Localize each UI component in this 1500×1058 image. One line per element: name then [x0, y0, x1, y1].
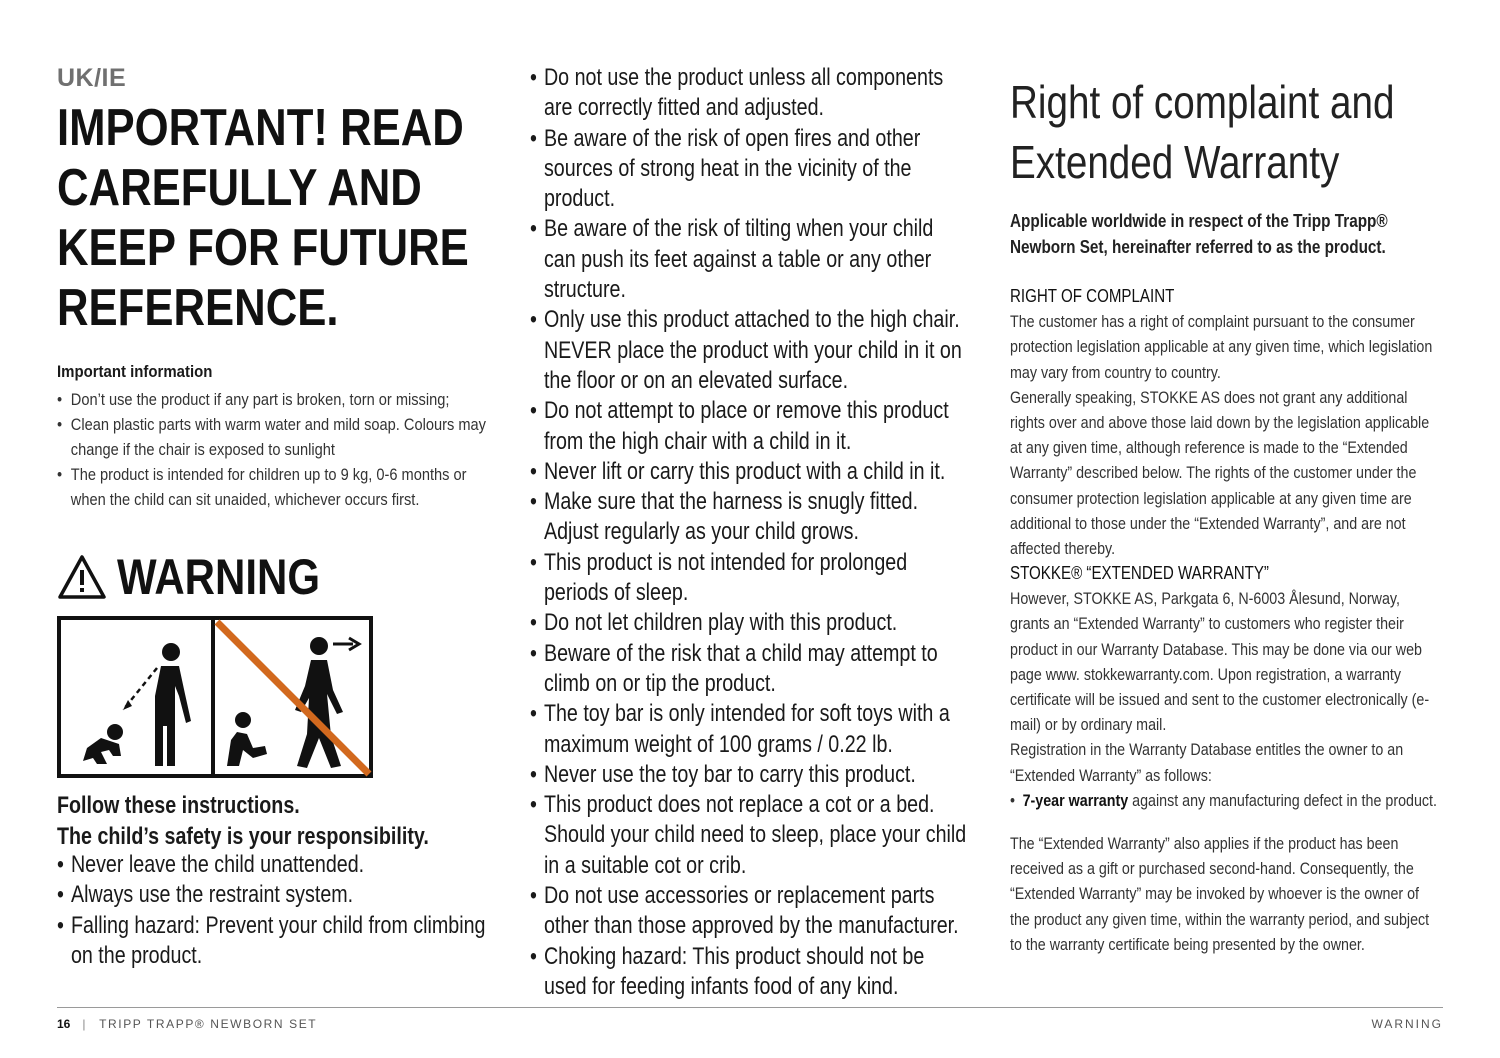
follow-instructions — [57, 790, 429, 852]
list-item: • Beware of the risk that a child may attempt to climb on or tip the product. — [530, 639, 969, 700]
follow-line: Follow these instructions. — [57, 792, 300, 819]
paragraph: The customer has a right of complaint pursuant to the consumer protection legislation applicable at any given time, which legislation may vary from country to country. — [1010, 312, 1433, 382]
info-list — [57, 387, 487, 512]
list-item: • Do not use the product unless all components are correctly fitted and adjusted. — [530, 63, 969, 124]
list-item: • The product is intended for children up to 9 kg, 0-6 months or when the child can sit unaided, whichever occurs first. — [57, 462, 487, 512]
country-code: UK/IE — [57, 64, 127, 92]
warranty-heading: STOKKE® “EXTENDED WARRANTY” — [1010, 563, 1269, 583]
footer-product: TRIPP TRAPP® NEWBORN SET — [99, 1017, 318, 1031]
warranty-term-rest: against any manufacturing defect in the product. — [1128, 790, 1437, 810]
warranty-term: 7-year warranty — [1022, 790, 1129, 810]
list-item — [1010, 788, 1443, 813]
title-line: REFERENCE. — [57, 279, 339, 337]
list-item: • Falling hazard: Prevent your child from climbing on the product. — [57, 911, 492, 972]
list-item: • Do not let children play with this product. — [530, 608, 969, 638]
warranty-intro: Applicable worldwide in respect of the Tripp Trapp® Newborn Set, hereinafter referred to as the product. — [1010, 211, 1388, 257]
list-item: • Make sure that the harness is snugly fitted. Adjust regularly as your child grows. — [530, 487, 969, 548]
title-line: KEEP FOR FUTURE — [57, 219, 469, 277]
list-item: • Never leave the child unattended. — [57, 850, 492, 880]
list-item: • Do not attempt to place or remove this product from the high chair with a child in it. — [530, 396, 969, 457]
list-item: • Don’t use the product if any part is broken, torn or missing; — [57, 387, 487, 412]
list-item: • Never use the toy bar to carry this product. — [530, 760, 969, 790]
important-title — [57, 98, 469, 338]
warranty-note — [1010, 831, 1443, 957]
warning-pictogram — [57, 616, 373, 778]
list-item: • Choking hazard: This product should not be used for feeding infants food of any kind. — [530, 942, 969, 1003]
title-line: CAREFULLY AND — [57, 159, 422, 217]
warning-list-left — [57, 850, 492, 971]
warranty-list — [1010, 788, 1443, 813]
warning-heading — [57, 550, 359, 604]
complaint-heading: RIGHT OF COMPLAINT — [1010, 286, 1175, 306]
footer-section: WARNING — [1371, 1017, 1443, 1031]
list-item: • Be aware of the risk of tilting when your child can push its feet against a table or any other structure. — [530, 214, 969, 305]
footer-left — [57, 1017, 317, 1031]
list-item: • Clean plastic parts with warm water and mild soap. Colours may change if the chair is exposed to sunlight — [57, 412, 487, 462]
list-item: • This product is not intended for prolonged periods of sleep. — [530, 548, 969, 609]
title-line: Right of complaint and — [1010, 76, 1395, 128]
warranty-section — [1010, 561, 1443, 813]
info-heading: Important information — [57, 362, 213, 381]
list-item: • Do not use accessories or replacement parts other than those approved by the manufacturer. — [530, 881, 969, 942]
paragraph: The “Extended Warranty” also applies if the product has been received as a gift or purchased second-hand. Consequently, the “Extended Warranty” may be invoked by whoever is the owner of the product any given time, within the warranty period, and subject to the warranty certificate being presented by the owner. — [1010, 834, 1430, 954]
follow-line: The child’s safety is your responsibility. — [57, 823, 429, 850]
warranty-title — [1010, 72, 1394, 192]
list-item: • This product does not replace a cot or a bed. Should your child need to sleep, place your child in a suitable cot or crib. — [530, 790, 969, 881]
warning-label: WARNING — [117, 549, 320, 605]
warning-triangle-icon — [57, 554, 107, 600]
list-item: • Be aware of the risk of open fires and other sources of strong heat in the vicinity of the product. — [530, 124, 969, 215]
paragraph: Registration in the Warranty Database entitles the owner to an “Extended Warranty” as follows: — [1010, 740, 1404, 785]
warning-list-middle — [530, 63, 969, 1002]
list-item: • Never lift or carry this product with a child in it. — [530, 457, 969, 487]
paragraph: However, STOKKE AS, Parkgata 6, N-6003 Ålesund, Norway, grants an “Extended Warranty” to customers who register their product in our Warranty Database. This may be done via our web page www. stokkewarranty.com. Upon registration, a warranty certificate will be issued and sent to the customer electronically (e-mail) or by ordinary mail. — [1010, 589, 1430, 735]
list-item: • Always use the restraint system. — [57, 880, 492, 910]
paragraph: Generally speaking, STOKKE AS does not grant any additional rights over and above those laid down by the legislation applicable at any given time, although reference is made to the “Extended Warranty” described below. The rights of the customer under the consumer protection legislation applicable at any given time are additional to those under the “Extended Warranty”, and are not affected thereby. — [1010, 387, 1430, 559]
footer-divider — [57, 1007, 1443, 1008]
footer-separator: | — [82, 1017, 88, 1031]
title-line: IMPORTANT! READ — [57, 99, 464, 157]
list-item: • Only use this product attached to the high chair. NEVER place the product with your child in it on the floor or on an elevated surface. — [530, 305, 969, 396]
complaint-section — [1010, 284, 1443, 561]
title-line: Extended Warranty — [1010, 136, 1340, 188]
page-number: 16 — [57, 1017, 71, 1031]
list-item: • The toy bar is only intended for soft toys with a maximum weight of 100 grams / 0.22 lb. — [530, 699, 969, 760]
